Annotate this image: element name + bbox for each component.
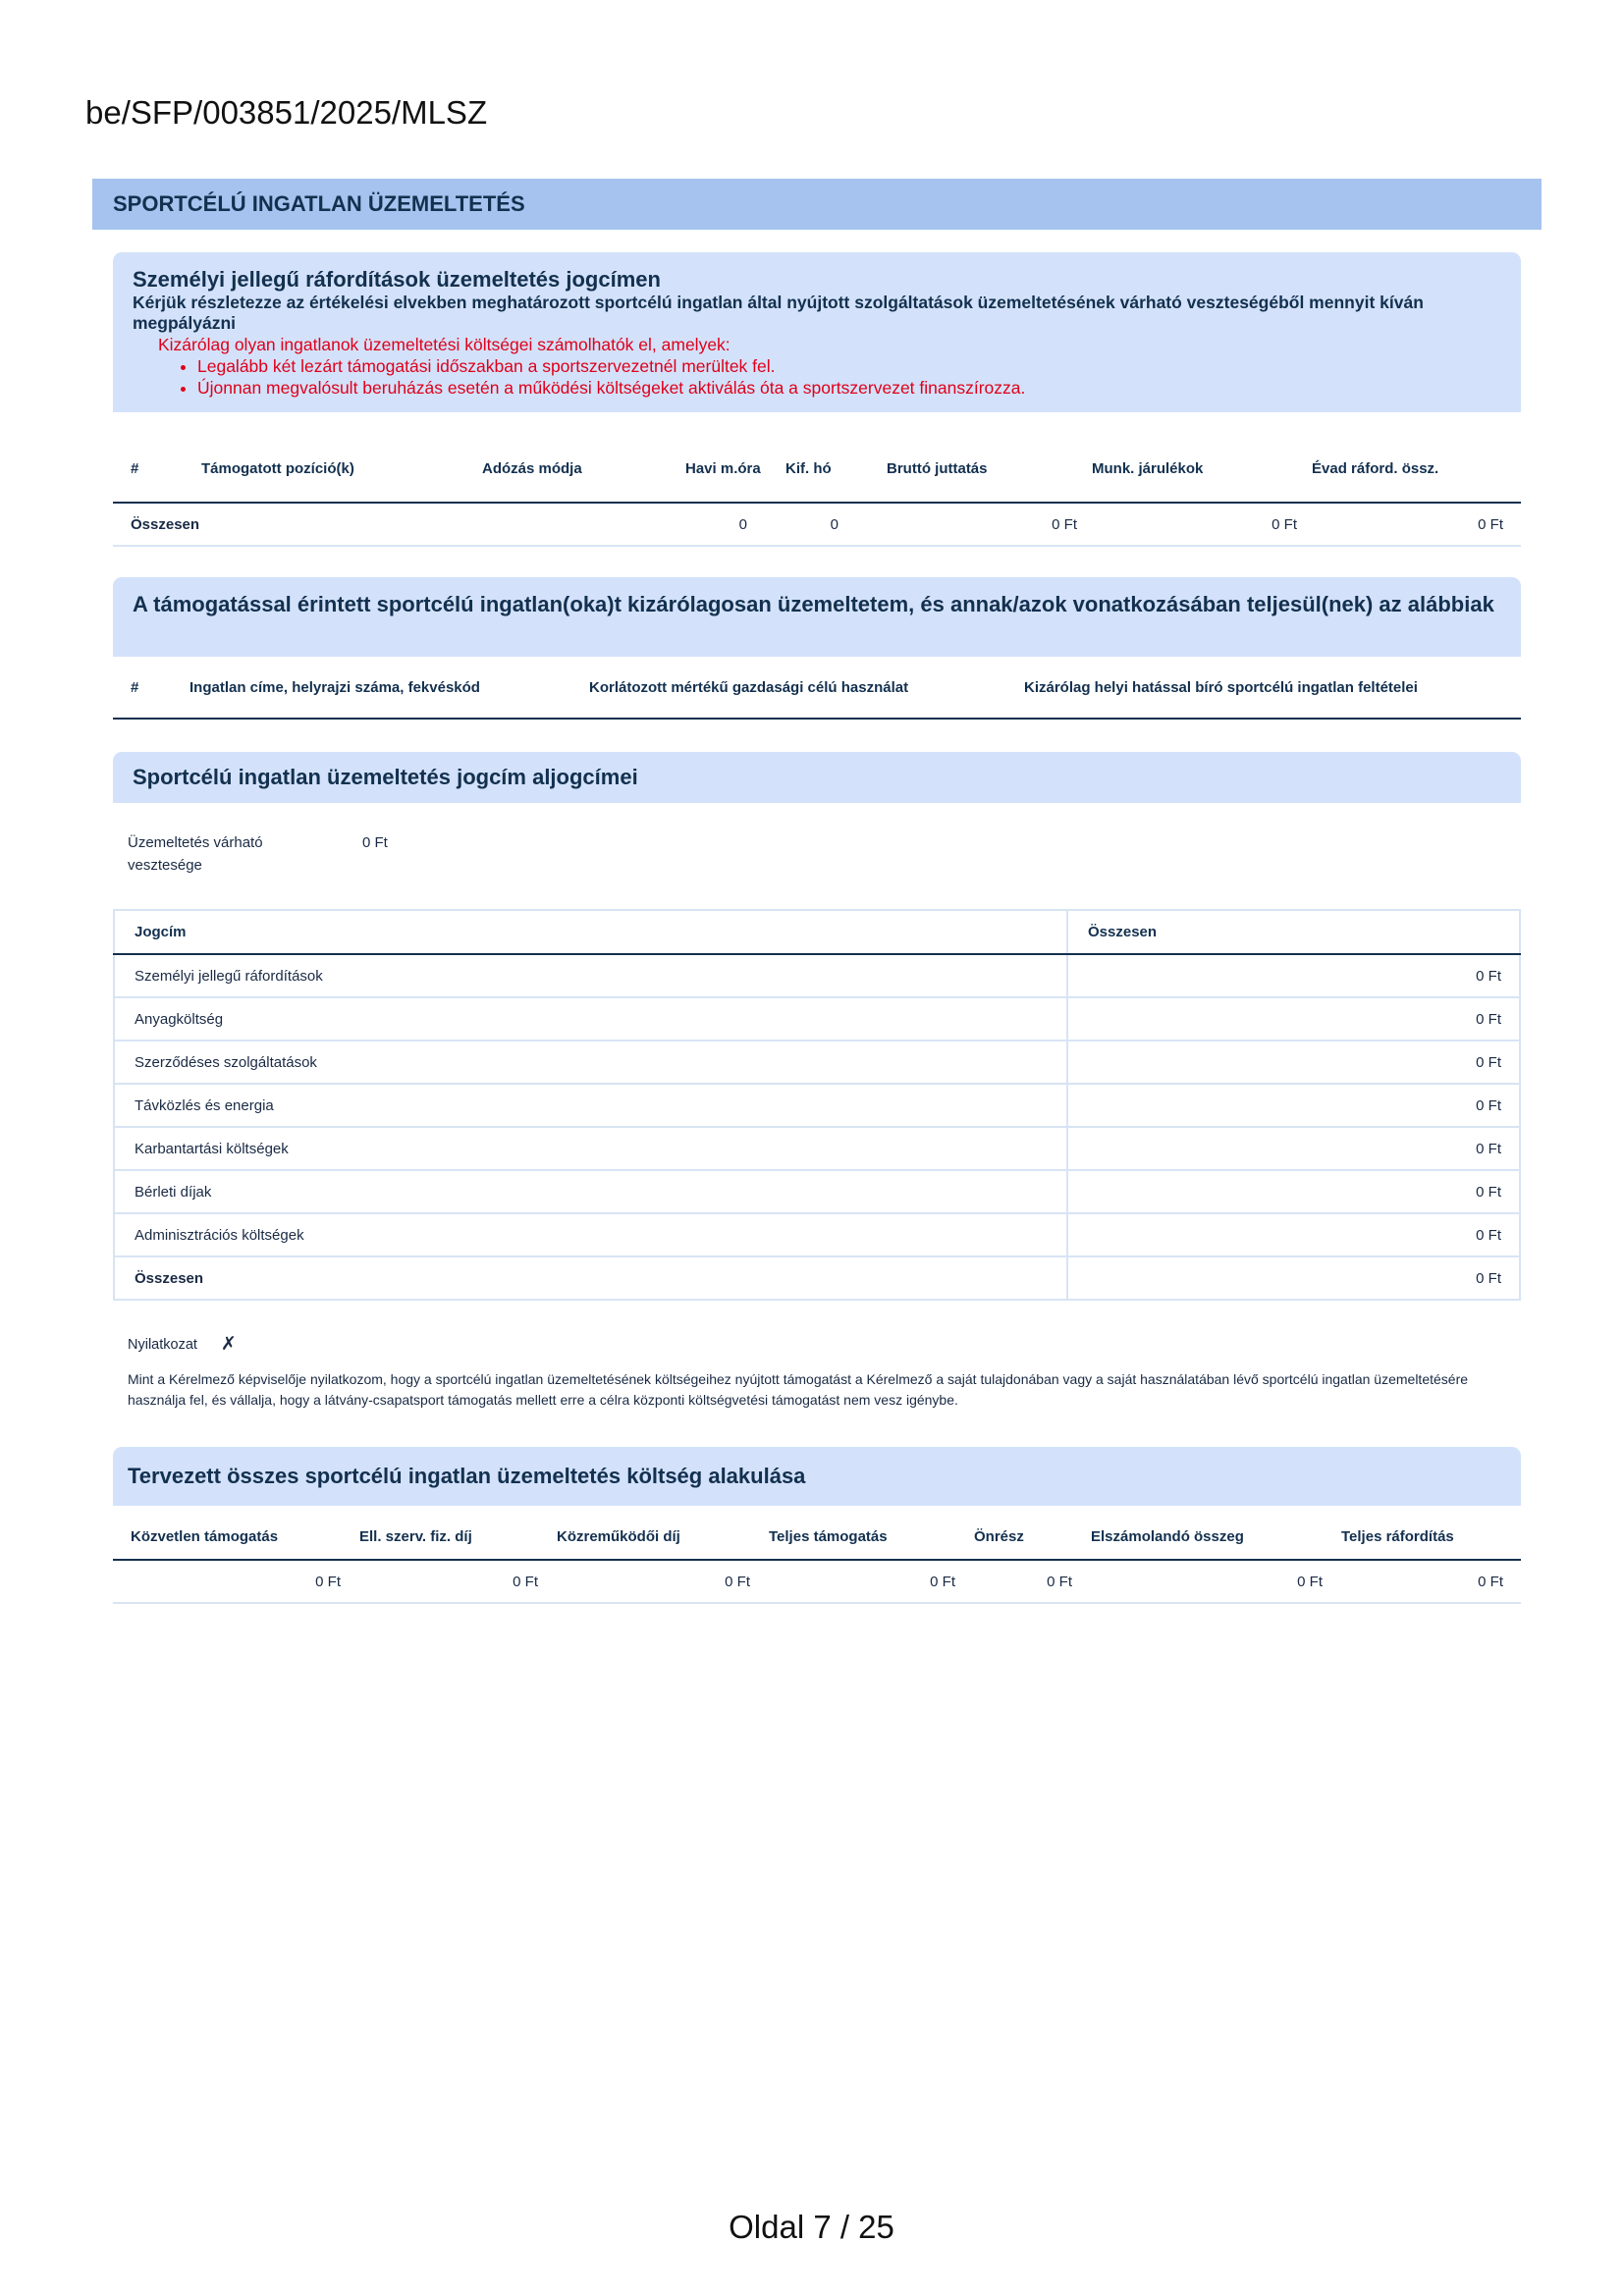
- subtitles-total-value: 0 Ft: [1067, 1256, 1520, 1300]
- col-monthly-hours: Havi m.óra: [685, 459, 761, 477]
- category-label: Távközlés és energia: [114, 1084, 1067, 1127]
- category-value: 0 Ft: [1067, 997, 1520, 1041]
- expected-loss-value: 0 Ft: [362, 834, 388, 851]
- total-monthly-hours: 0: [738, 515, 747, 533]
- table-total-row: [113, 503, 1521, 546]
- exclusive-operation-box: [113, 577, 1521, 657]
- direct-support-value: 0 Ft: [315, 1573, 341, 1590]
- col-employer-contrib: Munk. járulékok: [1092, 460, 1204, 477]
- subtitles-box: [113, 752, 1521, 803]
- control-fee-value: 0 Ft: [513, 1573, 538, 1590]
- total-label: Összesen: [131, 515, 200, 533]
- table-row: [114, 954, 1520, 997]
- col-gross-pay: Bruttó juttatás: [887, 460, 988, 477]
- category-label: Személyi jellegű ráfordítások: [114, 954, 1067, 997]
- table-row: [114, 1213, 1520, 1256]
- col-tax-method: Adózás módja: [482, 460, 582, 477]
- planned-costs-box: [113, 1447, 1521, 1506]
- declaration-label: Nyilatkozat: [128, 1336, 197, 1353]
- section-header-title: SPORTCÉLÚ INGATLAN ÜZEMELTETÉS: [113, 191, 525, 216]
- col-paid-months: Kif. hó: [785, 460, 832, 477]
- col-category: Jogcím: [114, 910, 1067, 954]
- table-row: [114, 1127, 1520, 1170]
- personal-expenses-table: [113, 436, 1521, 547]
- planned-costs-title: Tervezett összes sportcélú ingatlan üzemeltetés költség alakulása: [128, 1464, 806, 1488]
- document-id: be/SFP/003851/2025/MLSZ: [85, 94, 488, 131]
- col-accountable-amount: Elszámolandó összeg: [1091, 1527, 1244, 1545]
- expected-loss-label-line: Üzemeltetés várható: [128, 834, 263, 851]
- declaration-text: Mint a Kérelmező képviselője nyilatkozom, hogy a sportcélú ingatlan üzemeltetésének költségeihez nyújtott támogatást a Kérelmező a saját tulajdonában vagy a saját használatában lévő sportcélú ingatlan üzemeltetésére használja fel, és vállalja, hogy a látvány-csapatsport támogatás mellett erre a célra központi költségvetési támogatást nem vesz igénybe.: [128, 1371, 1469, 1408]
- category-label: Szerződéses szolgáltatások: [114, 1041, 1067, 1084]
- subtitles-total-label: Összesen: [114, 1256, 1067, 1300]
- col-total: Összesen: [1067, 910, 1520, 954]
- subtitles-title: Sportcélú ingatlan üzemeltetés jogcím aljogcímei: [133, 765, 638, 789]
- table-row: [114, 997, 1520, 1041]
- category-value: 0 Ft: [1067, 1170, 1520, 1213]
- col-season-total: Évad ráford. össz.: [1312, 460, 1439, 477]
- total-support-value: 0 Ft: [930, 1573, 955, 1590]
- category-value: 0 Ft: [1067, 1213, 1520, 1256]
- subtitles-total-row: [114, 1256, 1520, 1300]
- accountable-amount-value: 0 Ft: [1297, 1573, 1323, 1590]
- eligibility-item: • Újonnan megvalósult beruházás esetén a működési költségeket aktiválás óta a sportszervezet finanszírozza.: [197, 377, 1501, 399]
- personal-expenses-section: [113, 252, 1521, 547]
- category-label: Karbantartási költségek: [114, 1127, 1067, 1170]
- category-label: Anyagköltség: [114, 997, 1067, 1041]
- col-control-fee: Ell. szerv. fiz. díj: [359, 1527, 472, 1545]
- category-value: 0 Ft: [1067, 954, 1520, 997]
- declaration-check-icon: ✗: [220, 1334, 237, 1355]
- planned-costs-section: [113, 1447, 1521, 1604]
- eligibility-list: [133, 355, 1501, 399]
- expected-loss-row: [113, 803, 1521, 905]
- page-number: Oldal 7 / 25: [729, 2209, 894, 2245]
- total-paid-months: 0: [830, 515, 839, 533]
- col-total-support: Teljes támogatás: [769, 1527, 888, 1545]
- col-property-address: Ingatlan címe, helyrajzi száma, fekvéskód: [189, 678, 480, 696]
- col-local-impact-conditions: Kizárólag helyi hatással bíró sportcélú ingatlan feltételei: [1024, 678, 1418, 696]
- col-number: #: [131, 460, 139, 477]
- intermediary-fee-value: 0 Ft: [725, 1573, 750, 1590]
- subtitles-section: [113, 752, 1521, 1301]
- total-expenditure-value: 0 Ft: [1478, 1573, 1503, 1590]
- col-total-expenditure: Teljes ráfordítás: [1341, 1527, 1454, 1545]
- properties-table: [113, 657, 1521, 720]
- personal-expenses-box: [113, 252, 1521, 412]
- section-header: [92, 179, 1542, 230]
- eligibility-note: Kizárólag olyan ingatlanok üzemeltetési költségei számolhatók el, amelyek:: [158, 335, 730, 354]
- expected-loss-label: [128, 831, 263, 877]
- total-season: 0 Ft: [1478, 515, 1503, 533]
- declaration-section: [113, 1333, 1521, 1411]
- col-own-contribution: Önrész: [974, 1527, 1024, 1545]
- col-limited-economic-use: Korlátozott mértékű gazdasági célú használat: [589, 678, 909, 696]
- total-gross-pay: 0 Ft: [1052, 515, 1077, 533]
- personal-expenses-title: Személyi jellegű ráfordítások üzemeltetés jogcímen: [133, 267, 661, 292]
- category-value: 0 Ft: [1067, 1041, 1520, 1084]
- expected-loss-label-line: vesztesége: [128, 857, 202, 874]
- table-row: [114, 1084, 1520, 1127]
- exclusive-operation-title: A támogatással érintett sportcélú ingatlan(oka)t kizárólagosan üzemeltetem, és annak/azok vonatkozásában teljesül(nek) az alábbiak: [133, 592, 1494, 616]
- personal-expenses-instruction: Kérjük részletezze az értékelési elvekben meghatározott sportcélú ingatlan által nyújtott szolgáltatások üzemeltetésének várható veszteségéből mennyit kíván megpályázni: [133, 293, 1424, 333]
- col-direct-support: Közvetlen támogatás: [131, 1527, 279, 1545]
- subtitles-table: [113, 909, 1521, 1301]
- col-position: Támogatott pozíció(k): [201, 460, 354, 477]
- category-label: Adminisztrációs költségek: [114, 1213, 1067, 1256]
- exclusive-operation-section: [113, 577, 1521, 720]
- table-row: [114, 1170, 1520, 1213]
- table-row: [114, 1041, 1520, 1084]
- eligibility-item: • Legalább két lezárt támogatási időszakban a sportszervezetnél merültek fel.: [197, 355, 1501, 377]
- planned-costs-table: [113, 1514, 1521, 1604]
- own-contribution-value: 0 Ft: [1047, 1573, 1072, 1590]
- declaration-header: [113, 1333, 1521, 1356]
- category-value: 0 Ft: [1067, 1084, 1520, 1127]
- col-intermediary-fee: Közreműködői díj: [557, 1527, 680, 1545]
- category-label: Bérleti díjak: [114, 1170, 1067, 1213]
- planned-costs-row: [113, 1560, 1521, 1603]
- total-employer-contrib: 0 Ft: [1271, 515, 1297, 533]
- col-number: #: [131, 678, 139, 696]
- category-value: 0 Ft: [1067, 1127, 1520, 1170]
